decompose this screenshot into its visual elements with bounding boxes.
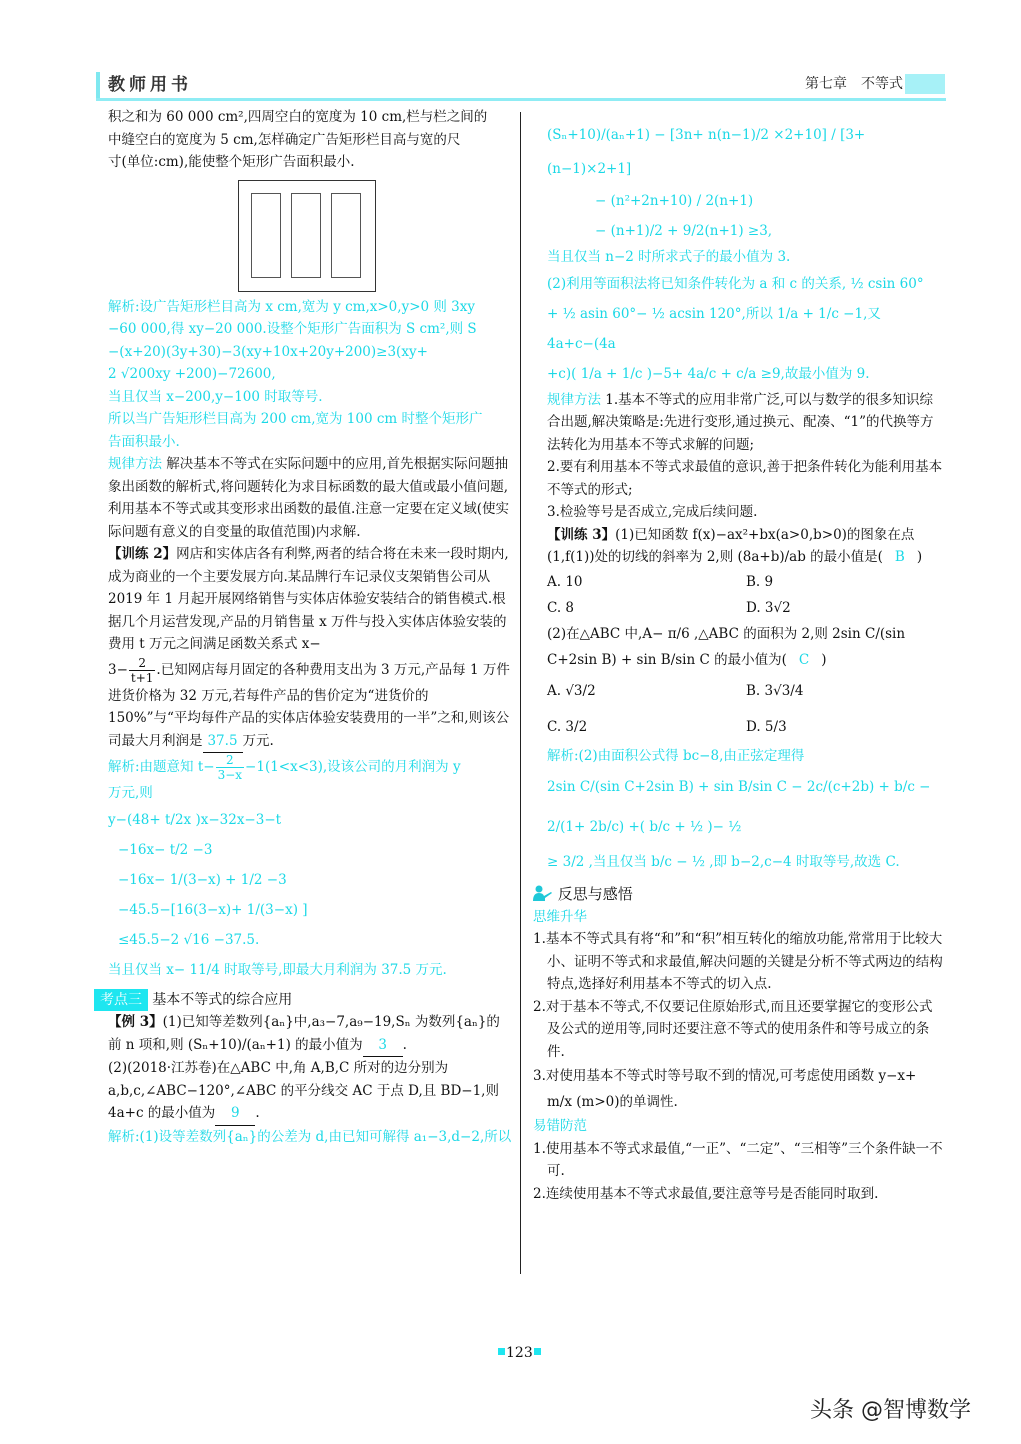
option-d: D. 5/3 (746, 718, 787, 735)
text: −1(1<x<3),设该公司的月利润为 y (245, 759, 461, 775)
mistake-item: 2.连续使用基本不等式求最值,要注意等号是否能同时取到. (533, 1185, 879, 1202)
training-label: 【训练 3】 (547, 526, 616, 543)
thinking-item: 2.对于基本不等式,不仅要记住原始形式,而且还要掌握它的变形公式及公式的逆用等,同时还要注意不等式的使用条件和等号成立的条件. (533, 998, 933, 1060)
answer-blank: 37.5 (203, 730, 243, 754)
text: .已知网店每月固定的各种费用支出为 3 万元,产品每 1 万件进货价格为 32 万元,若每件产品的售价定为“进货价的 150%”与“平均每件产品的实体店体验安装费用的一半”之和,则该公司最大月利润是 (108, 661, 510, 749)
left-column (100, 106, 512, 1148)
denominator: t+1 (130, 670, 154, 685)
method-label: 规律方法 (108, 456, 162, 472)
method-note (108, 453, 512, 543)
option-a: A. √3/2 (547, 682, 596, 699)
option-c: C. 3/2 (547, 718, 588, 735)
text: (1)已知函数 f(x)−ax²+bx(a>0,b>0)的图象在点(1,f(1))处的切线的斜率为 2,则 (8a+b)/ab 的最小值是( (547, 526, 915, 565)
option-b: B. 3√3/4 (746, 682, 804, 699)
mistake-item: 1.使用基本不等式求最值,“一正”、“二定”、“三相等”三个条件缺一不可. (533, 1140, 943, 1179)
training-2-cont (108, 656, 512, 754)
text: 3− (108, 661, 128, 678)
training-3-q1: 【训练 3】(1)已知函数 f(x)−ax²+bx(a>0,b>0)的图象在点(1,f(1))处的切线的斜率为 2,则 (8a+b)/ab 的最小值是( B ) (547, 526, 923, 565)
solution-line: 解析:设广告矩形栏目高为 x cm,宽为 y cm,x>0,y>0 则 3xy (108, 298, 476, 315)
reflection-title: 反思与感悟 (557, 885, 633, 903)
solution-1 (108, 296, 512, 454)
text: (1)已知等差数列{aₙ}中,a₃−7,a₉−19,Sₙ 为数列{aₙ}的前 n 项和,则 (Sₙ+10)/(aₙ+1) 的最小值为 (108, 1014, 500, 1053)
numerator: 2 (129, 656, 156, 671)
text: 解析:由题意知 t− (108, 759, 215, 775)
solution-line: 2 √200xy +200)−72600, (108, 366, 276, 382)
method-note (547, 389, 945, 457)
solution-line: 当且仅当 x−200,y−100 时取等号. (108, 388, 323, 405)
book-label: 教师用书 (96, 72, 192, 98)
fraction (129, 656, 156, 685)
header-accent-block (905, 74, 945, 94)
option-b: B. 9 (746, 573, 774, 590)
chapter-number: 第七章 (805, 76, 847, 92)
poster-column-3 (331, 193, 361, 278)
knowledge-point-badge: 考点三 (94, 989, 148, 1012)
header-rule (96, 98, 946, 101)
solution-line: 告面积最小. (108, 433, 180, 450)
reflection-heading (533, 883, 945, 906)
answer-choice: B (894, 549, 905, 565)
chapter-header (805, 74, 903, 94)
mistake-title: 易错防范 (533, 1118, 587, 1134)
intro-line: 中缝空白的宽度为 5 cm,怎样确定广告矩形栏目高与宽的尺 (108, 131, 461, 148)
thinking-item: 3.对使用基本不等式时等号取不到的情况,可考虑使用函数 y−x+ m/x (m>0)的单调性. (533, 1068, 917, 1110)
poster-column-1 (251, 193, 281, 278)
intro-line: 积之和为 60 000 cm²,四周空白的宽度为 10 cm,栏与栏之间的 (108, 109, 488, 125)
section-title: 基本不等式的综合应用 (152, 991, 293, 1008)
text: (2)(2018·江苏卷)在△ABC 中,角 A,B,C 所对的边分别为 a,b,c,∠ABC−120°,∠ABC 的平分线交 AC 于点 D,且 BD−1,则 4a+c 的最小值为 (108, 1060, 499, 1121)
solution-line: 当且仅当 x− 11/4 时取等号,即最大月利润为 37.5 万元. (108, 961, 447, 978)
solution-line: 当且仅当 n−2 时所求式子的最小值为 3. (547, 249, 791, 265)
equation-line: −16x− t/2 −3 (118, 841, 213, 858)
example-3-solution-cont (547, 118, 945, 389)
answer-choice: C (798, 651, 810, 668)
poster-column-2 (291, 193, 321, 278)
method-item: 1.基本不等式的应用非常广泛,可以与数学的很多知识综合出题,解决策略是:先进行变形,通过换元、配凑、“1”的代换等方法转化为用基本不等式求解的问题; (547, 391, 934, 453)
page-number-text: 123 (506, 1345, 533, 1361)
page-number (497, 1345, 542, 1361)
intro-line: 寸(单位:cm),能使整个矩形广告面积最小. (108, 154, 355, 170)
training-text: 网店和实体店各有利弊,两者的结合将在未来一段时期内,成为商业的一个主要发展方向.某品牌行车记录仪支架销售公司从 2019 年 1 月起开展网络销售与实体店体验安装结合的销售模式.根据几个月运营发现,产品的月销售量 x 万件与投入实体店体验安装的费用 t 万元之间满足函数关系式 x− (108, 546, 509, 652)
thinking-item: 1.基本不等式具有将“和”和“积”相互转化的缩放功能,常常用于比较大小、证明不等式和求最值,解决问题的关键是分析不等式两边的结构特点,选择好利用基本不等式的切入点. (533, 931, 943, 992)
example-label: 【例 3】 (108, 1014, 163, 1030)
training-3-solution (547, 745, 945, 878)
solution-line: 万元,则 (108, 785, 153, 801)
solution-line: + ½ asin 60°− ½ acsin 120°,所以 1/a + 1/c −1,又 4a+c−(4a (547, 305, 881, 352)
training-2 (108, 543, 512, 656)
training-3-q2: (2)在△ABC 中,A− π/6 ,△ABC 的面积为 2,则 2sin C/(sin C+2sin B) + sin B/sin C 的最小值为( C ) (547, 625, 906, 668)
right-column (533, 118, 945, 1205)
denominator: 3−x (217, 768, 243, 782)
option-c: C. 8 (547, 599, 575, 616)
q2-options (547, 673, 945, 745)
solution-line: 2sin C/(sin C+2sin B) + sin B/sin C − 2c/(c+2b) + b/c − 2/(1+ 2b/c) +( b/c + ½ )− ½ (547, 779, 931, 835)
method-text: 解决基本不等式在实际问题中的应用,首先根据实际问题抽象出函数的解析式,将问题转化为求目标函数的最大值或最小值问题,利用基本不等式或其变形求出函数的最值.注意一定要在定义域(使实际问题有意义的自变量的取值范围)内求解. (108, 456, 510, 540)
solution-line: −60 000,得 xy−20 000.设整个矩形广告面积为 S cm²,则 S (108, 321, 477, 337)
example-3-solution: 解析:(1)设等差数列{aₙ}的公差为 d,由已知可解得 a₁−3,d−2,所以 (108, 1128, 512, 1145)
method-label: 规律方法 (547, 391, 601, 408)
equation-line: (Sₙ+10)/(aₙ+1) − [3n+ n(n−1)/2 ×2+10] / [3+(n−1)×2+1] (547, 127, 866, 177)
q1-options (547, 569, 945, 621)
option-d: D. 3√2 (746, 599, 791, 616)
example-3-part1: 【例 3】(1)已知等差数列{aₙ}中,a₃−7,a₉−19,Sₙ 为数列{aₙ}的前 n 项和,则 (Sₙ+10)/(aₙ+1) 的最小值为 3 . (108, 1011, 512, 1057)
solution-line: 解析:(2)由面积公式得 bc−8,由正弦定理得 (547, 747, 805, 764)
solution-line: +c)( 1/a + 1/c )−5+ 4a/c + c/a ≥9,故最小值为 9. (547, 365, 870, 382)
answer-blank: 9 (215, 1102, 255, 1126)
poster-diagram (238, 180, 376, 292)
teacher-pointing-icon (533, 885, 553, 901)
solution-line: ≥ 3/2 ,当且仅当 b/c − ½ ,即 b−2,c−4 时取等号,故选 C. (547, 854, 900, 870)
fraction (216, 753, 244, 782)
method-item: 2.要有利用基本不等式求最值的意识,善于把条件转化为能利用基本不等式的形式; (547, 459, 943, 498)
solution-line: −(x+20)(3y+30)−3(xy+10x+20y+200)≥3(xy+ (108, 343, 428, 360)
text: (2)在△ABC 中,A− π/6 ,△ABC 的面积为 2,则 2sin C/(sin C+2sin B) + sin B/sin C 的最小值为( (547, 625, 906, 668)
equation-line: −16x− 1/(3−x) + 1/2 −3 (118, 871, 287, 888)
equation-line: −45.5−[16(3−x)+ 1/(3−x) ] (118, 901, 308, 918)
solution-2 (108, 753, 512, 985)
solution-line: 所以当广告矩形栏目高为 200 cm,宽为 100 cm 时整个矩形广 (108, 411, 483, 427)
chapter-topic: 不等式 (861, 76, 903, 92)
page-marker-right (534, 1348, 541, 1355)
text: 万元. (242, 732, 274, 749)
training-label: 【训练 2】 (108, 546, 177, 562)
column-divider (520, 112, 521, 1274)
numerator: 2 (216, 753, 244, 768)
option-a: A. 10 (547, 573, 583, 590)
thinking-title: 思维升华 (533, 908, 587, 925)
equation-line: y−(48+ t/2x )x−32x−3−t (108, 811, 282, 828)
equation-line: − (n²+2n+10) / 2(n+1) (595, 193, 754, 209)
example-3-part2: (2)(2018·江苏卷)在△ABC 中,角 A,B,C 所对的边分别为 a,b,c,∠ABC−120°,∠ABC 的平分线交 AC 于点 D,且 BD−1,则 4a+c 的最小值为 9 . (108, 1057, 512, 1126)
equation-line: ≤45.5−2 √16 −37.5. (118, 931, 260, 948)
solution-line: (2)利用等面积法将已知条件转化为 a 和 c 的关系, ½ csin 60° (547, 275, 924, 292)
answer-blank: 3 (363, 1034, 403, 1058)
watermark: 头条 @智博数学 (810, 1398, 971, 1423)
equation-line: − (n+1)/2 + 9/2(n+1) ≥3, (595, 223, 773, 239)
method-item: 3.检验等号是否成立,完成后续问题. (547, 504, 758, 520)
page-marker-left (498, 1348, 505, 1355)
